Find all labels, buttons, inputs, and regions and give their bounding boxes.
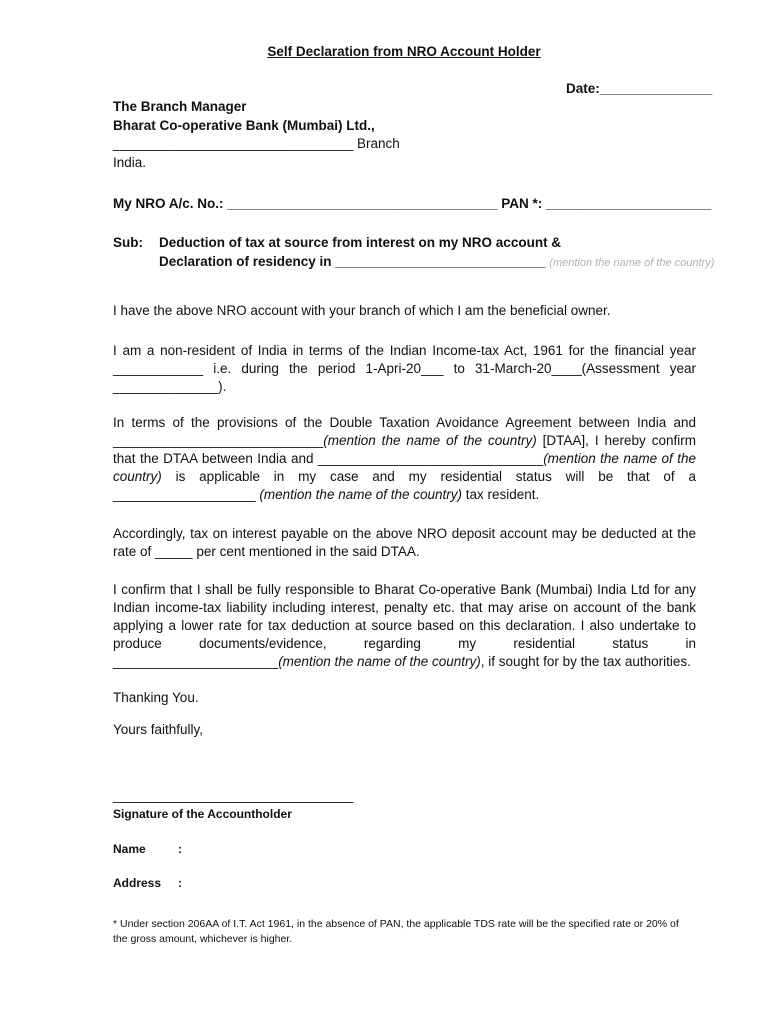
recipient-line-2: Bharat Co-operative Bank (Mumbai) Ltd., <box>113 117 375 133</box>
address-colon: : <box>178 876 182 890</box>
subject-line-2: Declaration of residency in ____________________________ <box>159 254 546 269</box>
responsibility-hint: (mention the name of the country) <box>278 654 481 669</box>
paragraph-responsibility <box>113 581 696 671</box>
signature-label: Signature of the Accountholder <box>113 807 292 821</box>
paragraph-tax-rate: Accordingly, tax on interest payable on the above NRO deposit account may be deducted at the rate of _____ per cent mentioned in the said DTAA. <box>113 526 696 559</box>
dtaa-hint-2: (mention the name of the country) <box>113 451 696 484</box>
dtaa-text-3: is applicable in my case and my residential status will be that of a ___________________ <box>113 469 696 502</box>
recipient-line-3: ________________________________ Branch <box>113 136 400 151</box>
closing-thanks: Thanking You. <box>113 690 199 705</box>
document-title: Self Declaration from NRO Account Holder <box>267 44 541 59</box>
footnote: * Under section 206AA of I.T. Act 1961, in the absence of PAN, the applicable TDS rate will be the specified rate or 20% of the gross amount, whichever is higher. <box>113 918 679 945</box>
recipient-line-1: The Branch Manager <box>113 99 247 114</box>
name-colon: : <box>178 842 182 856</box>
signature-line: ________________________________ <box>113 788 354 803</box>
dtaa-text-4: tax resident. <box>462 487 540 502</box>
closing-yours: Yours faithfully, <box>113 722 204 737</box>
recipient-address <box>113 98 400 172</box>
subject-hint: (mention the name of the country) <box>549 257 715 269</box>
address-label: Address <box>113 876 162 890</box>
dtaa-hint-1: (mention the name of the country) <box>323 433 537 448</box>
account-pan-line: My NRO A/c. No.: ____________________________________ PAN *: ______________________ <box>113 196 712 211</box>
paragraph-non-resident: I am a non-resident of India in terms of the Indian Income-tax Act, 1961 for the financial year ____________ i.e. during the period 1-Apri-20___ to 31-March-20____(Assessment year ______________). <box>113 343 696 394</box>
responsibility-text-1: I confirm that I shall be fully responsible to Bharat Co-operative Bank (Mumbai) India Ltd for any Indian income-tax liability including interest, penalty etc. that may arise on account of the bank applying a lower rate for tax deduction at source based on this declaration. I also undertake to produce documents/evidence, regarding my residential status in ______________________ <box>113 582 696 669</box>
subject-label: Sub: <box>113 235 143 250</box>
paragraph-beneficial-owner: I have the above NRO account with your branch of which I am the beneficial owner. <box>113 303 611 318</box>
responsibility-text-2: , if sought for by the tax authorities. <box>480 654 691 669</box>
name-label: Name <box>113 842 146 856</box>
subject-block <box>113 233 714 273</box>
dtaa-text-2: [DTAA], I hereby confirm that the DTAA between India and ______________________________ <box>113 433 696 466</box>
paragraph-dtaa <box>113 414 696 504</box>
recipient-line-4: India. <box>113 154 147 170</box>
dtaa-hint-3: (mention the name of the country) <box>259 487 463 502</box>
date-field: Date:_______________ <box>566 81 713 96</box>
dtaa-text-1: In terms of the provisions of the Double Taxation Avoidance Agreement between India and ____________________________ <box>113 415 696 448</box>
subject-line-1: Deduction of tax at source from interest on my NRO account & <box>159 235 562 250</box>
